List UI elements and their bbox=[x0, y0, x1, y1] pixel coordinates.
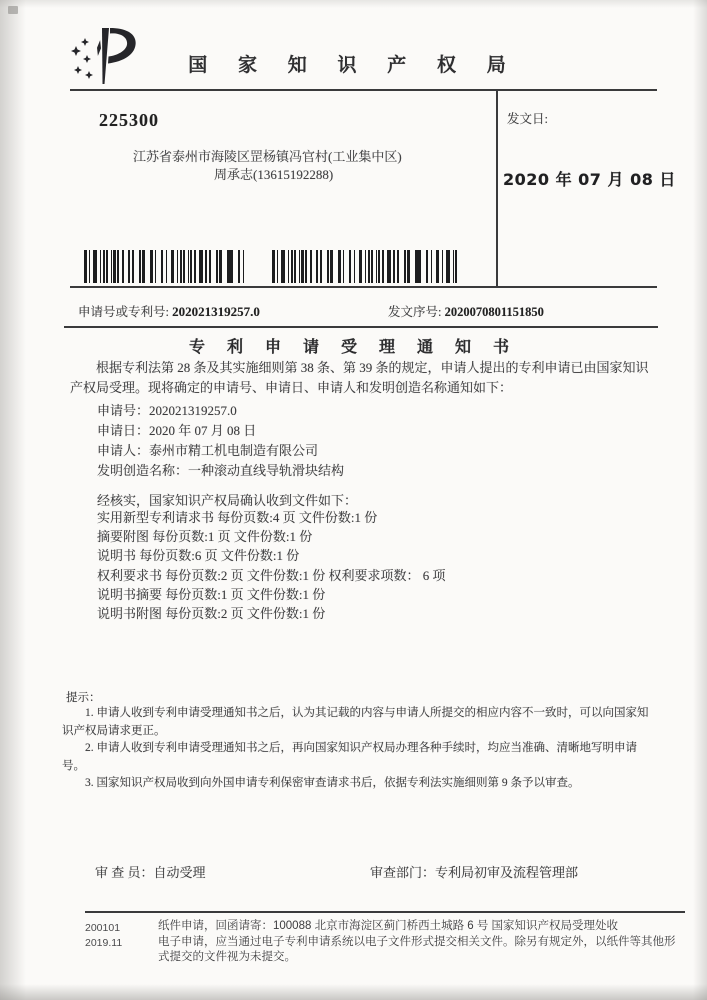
application-number-value: 202021319257.0 bbox=[172, 304, 260, 319]
note-item: 1. 申请人收到专利申请受理通知书之后，认为其记载的内容与申请人所提交的相应内容不一致时，可以向国家知识产权局请求更正。 bbox=[62, 707, 649, 737]
application-number-field bbox=[78, 302, 260, 320]
document-item: 权利要求书 每份页数:2 页 文件份数:1 份 权利要求项数： 6 项 bbox=[97, 567, 446, 583]
received-documents-list bbox=[97, 508, 445, 623]
table-divider bbox=[496, 89, 498, 287]
dispatch-date-value: 2020 年 07 月 08 日 bbox=[503, 170, 676, 189]
field-value: 泰州市精工机电制造有限公司 bbox=[149, 443, 319, 458]
recipient-name: 周承志(13615192288) bbox=[214, 167, 334, 182]
field-label: 发明创造名称： bbox=[97, 463, 189, 478]
dispatch-date-label: 发文日: bbox=[507, 112, 548, 126]
department-label: 审查部门： bbox=[370, 865, 436, 880]
notice-title: 专 利 申 请 受 理 通 知 书 bbox=[188, 339, 518, 356]
document-item: 摘要附图 每份页数:1 页 文件份数:1 份 bbox=[97, 529, 313, 545]
notes-list bbox=[62, 705, 658, 793]
form-code: 200101 bbox=[85, 922, 121, 934]
field-row-application-number bbox=[97, 401, 344, 421]
notes-heading: 提示： bbox=[66, 692, 101, 704]
examiner-field bbox=[95, 862, 206, 881]
footer-instructions bbox=[158, 919, 686, 966]
scan-artifact bbox=[8, 6, 18, 14]
document-item: 说明书摘要 每份页数:1 页 文件份数:1 份 bbox=[97, 586, 326, 602]
form-date: 2019.11 bbox=[85, 937, 123, 949]
application-number-label: 申请号或专利号: bbox=[78, 305, 169, 319]
serial-number-field bbox=[388, 302, 544, 320]
received-heading: 经核实，国家知识产权局确认收到文件如下： bbox=[97, 493, 358, 508]
footer-efiling-line: 电子申请，应当通过电子专利申请系统以电子文件形式提交相关文件。除另有规定外，以纸件等其他形式提交的文件视为未提交。 bbox=[158, 935, 676, 964]
field-row-application-date bbox=[97, 421, 344, 441]
form-code-block bbox=[85, 921, 122, 951]
field-row-applicant bbox=[97, 441, 344, 461]
reference-rule bbox=[64, 326, 658, 328]
field-value: 一种滚动直线导轨滑块结构 bbox=[188, 463, 345, 478]
department-value: 专利局初审及流程管理部 bbox=[435, 865, 579, 880]
examiner-label: 审 查 员： bbox=[95, 865, 154, 880]
department-field bbox=[370, 862, 578, 881]
document-item: 实用新型专利请求书 每份页数:4 页 文件份数:1 份 bbox=[97, 510, 378, 525]
document-item: 说明书 每份页数:6 页 文件份数:1 份 bbox=[97, 548, 300, 564]
note-item: 3. 国家知识产权局收到向外国申请专利保密审查请求书后，依据专利法实施细则第 9 条予以审查。 bbox=[85, 777, 580, 790]
document-item: 说明书附图 每份页数:2 页 文件份数:1 份 bbox=[97, 606, 326, 622]
mid-rule bbox=[70, 286, 657, 288]
postal-code: 225300 bbox=[99, 110, 159, 130]
footer-paper-line: 纸件申请，回函请寄：100088 北京市海淀区蓟门桥西土城路 6 号 国家知识产权局受理处收 bbox=[158, 920, 619, 932]
field-label: 申请日： bbox=[97, 423, 150, 438]
footer-rule bbox=[85, 911, 685, 913]
examiner-value: 自动受理 bbox=[153, 865, 206, 880]
serial-number-value: 2020070801151850 bbox=[444, 305, 544, 319]
barcode-serial-number bbox=[272, 250, 458, 283]
field-label: 申请号： bbox=[97, 403, 150, 418]
field-label: 申请人： bbox=[97, 443, 150, 458]
header-rule bbox=[70, 89, 657, 91]
recipient-address: 江苏省泰州市海陵区罡杨镇冯官村(工业集中区) bbox=[133, 149, 402, 164]
field-value: 202021319257.0 bbox=[149, 403, 237, 418]
note-item: 2. 申请人收到专利申请受理通知书之后，再向国家知识产权局办理各种手续时，均应当准确、清晰地写明申请号。 bbox=[62, 742, 637, 772]
notice-intro: 根据专利法第 28 条及其实施细则第 38 条、第 39 条的规定，申请人提出的专利申请已由国家知识产权局受理。现将确定的申请号、申请日、申请人和发明创造名称通知如下： bbox=[70, 360, 649, 395]
field-value: 2020 年 07 月 08 日 bbox=[149, 423, 257, 438]
serial-number-label: 发文序号: bbox=[388, 305, 442, 319]
application-fields bbox=[97, 401, 344, 481]
field-row-invention-title bbox=[97, 461, 344, 481]
barcode-application-number bbox=[84, 250, 246, 283]
agency-title: 国 家 知 识 产 权 局 bbox=[188, 55, 519, 76]
